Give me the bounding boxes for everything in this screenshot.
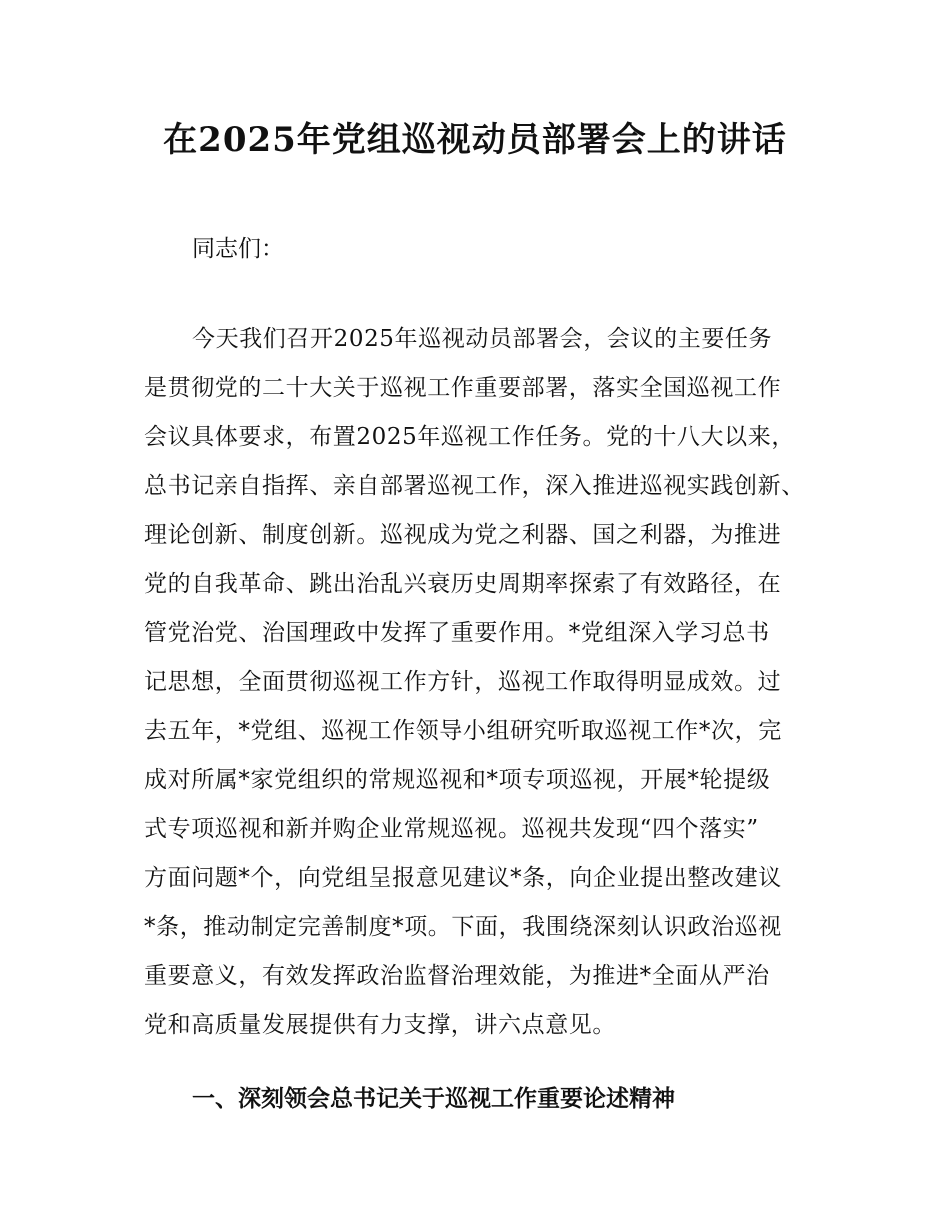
paragraph-line: 方面问题*个，向党组呈报意见建议*条，向企业提出整改建议 — [144, 865, 782, 891]
paragraph-line: 党的自我革命、跳出治乱兴衰历史周期率探索了有效路径，在 — [144, 571, 782, 597]
paragraph-line: 重要意义，有效发挥政治监督治理效能，为推进*全面从严治 — [144, 963, 770, 989]
body-paragraph — [144, 323, 844, 1058]
paragraph-line: 记思想，全面贯彻巡视工作方针，巡视工作取得明显成效。过 — [144, 669, 782, 695]
paragraph-line: 管党治党、治国理政中发挥了重要作用。*党组深入学习总书 — [144, 620, 770, 646]
paragraph-line: 会议具体要求，布置2025年巡视工作任务。党的十八大以来， — [144, 424, 795, 450]
paragraph-line: 是贯彻党的二十大关于巡视工作重要部署，落实全国巡视工作 — [144, 375, 782, 401]
paragraph-line: 去五年，*党组、巡视工作领导小组研究听取巡视工作*次，完 — [144, 718, 782, 744]
section-heading: 一、深刻领会总书记关于巡视工作重要论述精神 — [192, 1086, 675, 1112]
paragraph-line: 党和高质量发展提供有力支撑，讲六点意见。 — [144, 1012, 616, 1038]
salutation: 同志们： — [192, 236, 284, 262]
document-title: 在2025年党组巡视动员部署会上的讲话 — [163, 120, 787, 160]
paragraph-line: 成对所属*家党组织的常规巡视和*项专项巡视，开展*轮提级 — [144, 767, 771, 793]
paragraph-line: 式专项巡视和新并购企业常规巡视。巡视共发现“四个落实” — [144, 816, 759, 842]
paragraph-line: *条，推动制定完善制度*项。下面，我围绕深刻认识政治巡视 — [144, 914, 782, 940]
paragraph-line: 理论创新、制度创新。巡视成为党之利器、国之利器，为推进 — [144, 522, 782, 548]
paragraph-line: 今天我们召开2025年巡视动员部署会，会议的主要任务 — [192, 326, 773, 352]
paragraph-line: 总书记亲自指挥、亲自部署巡视工作，深入推进巡视实践创新、 — [144, 473, 805, 499]
